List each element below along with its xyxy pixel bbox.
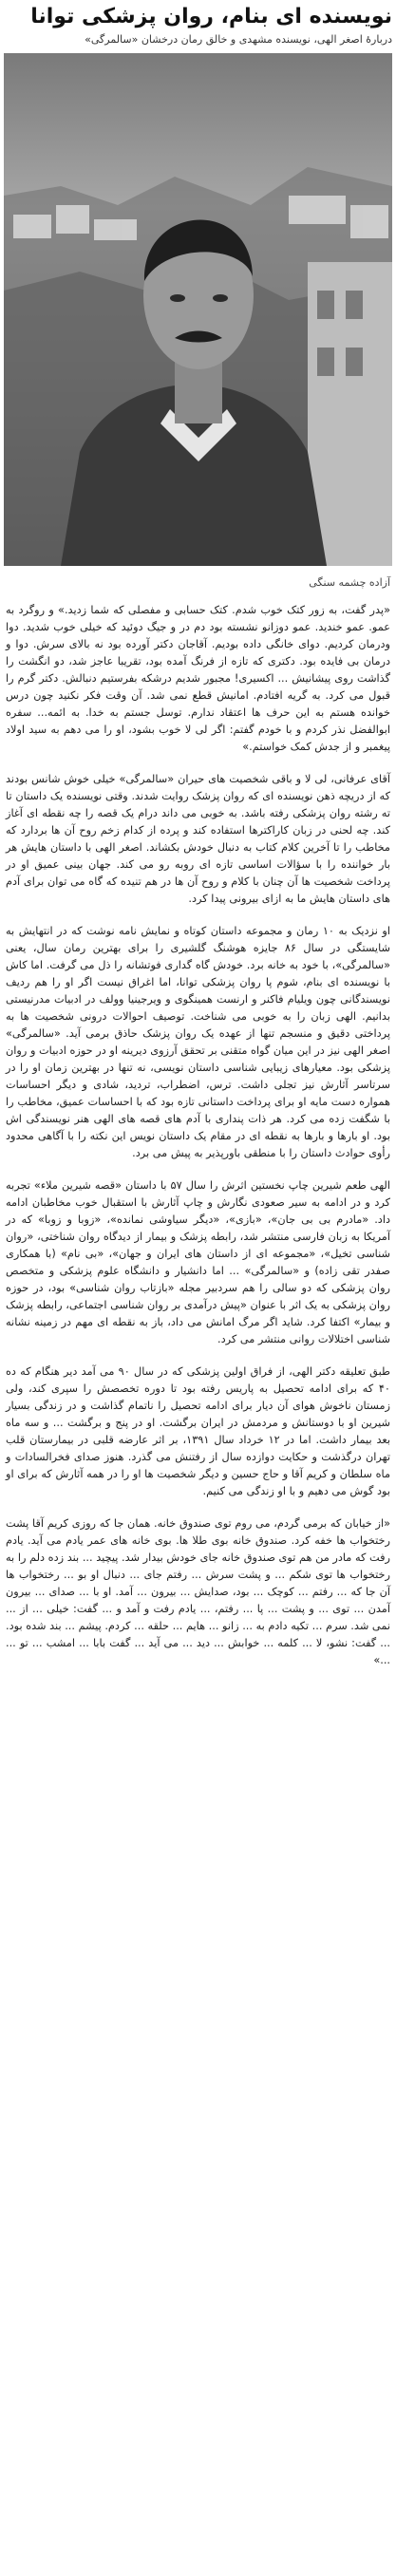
photo-caption: آزاده چشمه سنگی xyxy=(309,576,390,589)
newspaper-page xyxy=(0,4,396,2576)
article-paragraph: طبق تعلیقه دکتر الهی، از فراق اولین پزشکی که در سال ۹۰ می آمد دیر هنگام که ده ۴۰ که برای ادامه تحصیل به پاریس رفته بود تا دوره تخصصش را سپری کند، ولی زمستان ناخوش هوای آن دیار برای ادامه تحصیل را ناتمام گذاشت و در زندگی بسیار شیرین او با دوستانش و مردمش در ایران برگشت. او در پنج و برگشت ... و سه ماه بعد بیمار داشت. اما در ۱۲ خرداد سال ۱۳۹۱، بر اثر عارضه قلبی در بیمارستان قلب تهران درگذشت و حکایت دوازده سال از رفتنش می گذرد. هنوز صدای فخرالسادات و ماه سلطان و کریم آقا و حاج حسین و دیگر شخصیت ها او را در همه آثارش که برای او بود گوش می دهیم و با او زندگی می کنیم. xyxy=(6,1365,391,1497)
article-body xyxy=(6,602,390,1669)
article-paragraph: او نزدیک به ۱۰ رمان و مجموعه داستان کوتاه و نمایش نامه نوشت که در انتهایش به شایستگی در سال ۸۶ جایزه هوشنگ گلشیری را برای بهترین رمان سال، یعنی «سالمرگی»، با خود به خانه برد. خودش گاه گداری فوتشانه را ذل می گرفت. اما کاش با نویسنده ای بنام، شوم پا روان پزشکی توانا، اما اغراق نیست اگر او را هم ردیف نویسندگانی چون ویلیام فاکنر و ارنست همینگوی و ویرجینیا وولف در ادبیات مدرنیستی بدانیم. الهی زبان را به خوبی می شناخت. توصیف احوالات درونی شخصیت ها به پرداختی دقیق و منسجم تنها از عهده یک روان پزشک حاذق برمی آید. «سالمرگی» اصغر الهی نیز در این میان گواه متقنی بر تحقق آرزوی دیرینه او در حوزه ادبیات و روان پزشکی بود. معیارهای زیبایی شناسی داستان نویسی، نه تنها در بهترین زمان او را در سرتاسر آثارش نیز تجلی داشت. ترس، اضطراب، تردید، شادی و دیگر احساسات همواره دست مایه او برای پرداخت داستانی تازه بود که با احساسات عمیق، مخاطب را با شگفت زده می کرد. هر ذات پنداری با آدم های قصه های الهی هنر نویسندگی اش بود. او بارها و بارها به نقطه ای در مقام یک داستان نویس این نکته را با آگاهی محدود رأوی حوادث داستان را با منطقی باورپذیر به پیش می برد. xyxy=(6,925,390,1159)
article-paragraph: آقای عرفانی، لی لا و باقی شخصیت های حیران «سالمرگی» خیلی خوش شانس بودند که از دریچه ذهن نویسنده ای که روان پزشک روایت شدند. وقتی نویسنده یک داستان تا ته رشته روان پزشکی رفته باشد. به خوبی می داند درام یک قصه را چه نقطه ای آغاز کند. چه لحنی در زبان کاراکترها استفاده کند و پرده از کدام زخم روح آن ها بردارد که مخاطب را تا آخرین کلام کتاب به دنبال خودش بکشاند. اصغر الهی با داستان هایش هر بار خواننده را با سؤالات اساسی تازه ای روبه رو می کند. جهان بینی عمیق او در پرداخت شخصیت ها آن چنان با کلام و روح آن ها در هم تنیده که گاه می توان برای آدم های داستان هایش ما به ازای بیرونی پیدا کرد. xyxy=(6,773,390,905)
article-paragraph: الهی طعم شیرین چاپ نخستین اثرش را سال ۵۷ با داستان «قصه شیرین ملاء» تجربه کرد و در ادامه به سیر صعودی نگارش و چاپ آثارش با استقبال خوب مخاطبان ادامه داد. «مادرم بی بی جان»، «بازی»، «دیگر سیاوشی نمانده»، «زوبا و زوبا» که در آمریکا به زبان فارسی منتشر شد، رابطه پزشک و بیمار از دیدگاه روان شناختی، «روان شناسی تخیل»، «مجموعه ای از داستان های ایران و جهان»، «بی نام» (با همکاری صفدر تقی زاده) و «سالمرگی» ... اما دانشیار و دانشگاه علوم پزشکی و متخصص روان پزشکی که دو سالی را هم سردبیر مجله «بازتاب روان شناسی» بود، در حوزه روان پزشکی به یک اثر با عنوان «پیش درآمدی بر روان شناسی اجتماعی، رابطه پزشک و بیمار» اکتفا کرد. شاید اگر مرگ امانش می داد، باز به نقطه ای مهم در زمینه نشانه شناسی اختلالات روانی منتشر می کرد. xyxy=(6,1179,390,1345)
article-paragraph: «پدر گفت، به زور کتک خوب شدم. کتک حسابی و مفصلی که شما زدید.» و روگرد به عمو. عمو خندید. عمو دوزانو نشسته بود دم در و جیگ دوئید که خیلی خوب شدید. دوا ودرمان کردیم. دوای خانگی داده بودیم. آقاجان دکتر آورده بود نه بالای سرش. دوا و درمان بی فایده بود. دکتری که تازه از فرنگ آمده بود، تقریبا عاجز شد، دو انگشت را گذاشت روی پیشانیش ... اکسیری! مجبور شدیم درشکه بفرستیم دنبالش. دکتر گرم را قبول می کرد. به گریه افتادم. امانیش قطع نمی شد. آن وقت فکر نکنید چون درس خوانده هستم به این حرف ها اعتقاد ندارم. توسل جستم به خدا. به ائمه... سفره ابوالفضل نذر کردم و با خودم گفتم: اگر لی لا خوب بشود، او را می دهم به سید اولاد پیغمبر و از جدش کمک خواستم.» xyxy=(6,604,390,753)
author-photo xyxy=(4,53,392,566)
article-paragraph: «از خیابان که برمی گردم، می روم توی صندوق خانه. همان جا که روزی کریم آقا پشت رختخواب ها خفه کرد. صندوق خانه بوی طلا ها. بوی خانه های عمر یادم می آید. یادم رفت که مادر من هم توی صندوق خانه جای خودش بیدار شد. پیچید ... بند زده دلم را به رختخواب ها توی شکم ... و پشت سرش ... رفتم جای ... دنبال او بو ... رختخواب ها آن جا که ... رفتم ... کوچک ... بود، صدایش ... بیرون ... آمد. او با ... صدای ... بیرون آمدن ... توی ... و پشت ... پا ... رفتم، ... یادم رفت و آمد و ... گفت: خیلی ... از ... نمی شد. سرم ... تکیه دادم به ... زانو ... هایم ... حلقه ... کردم. پیشم ... بند شده بود. ... گفت: نشو، لا ... کلمه ... خوابش ... دید ... می آید ... گفت بابا ... امشب ... تو ... ...» xyxy=(6,1517,390,1666)
subheadline: دربارۀ اصغر الهی، نویسنده مشهدی و خالق رمان درخشان «سالمرگی» xyxy=(85,33,392,46)
headline: نویسنده ای بنام، روان پزشکی توانا xyxy=(30,5,392,28)
